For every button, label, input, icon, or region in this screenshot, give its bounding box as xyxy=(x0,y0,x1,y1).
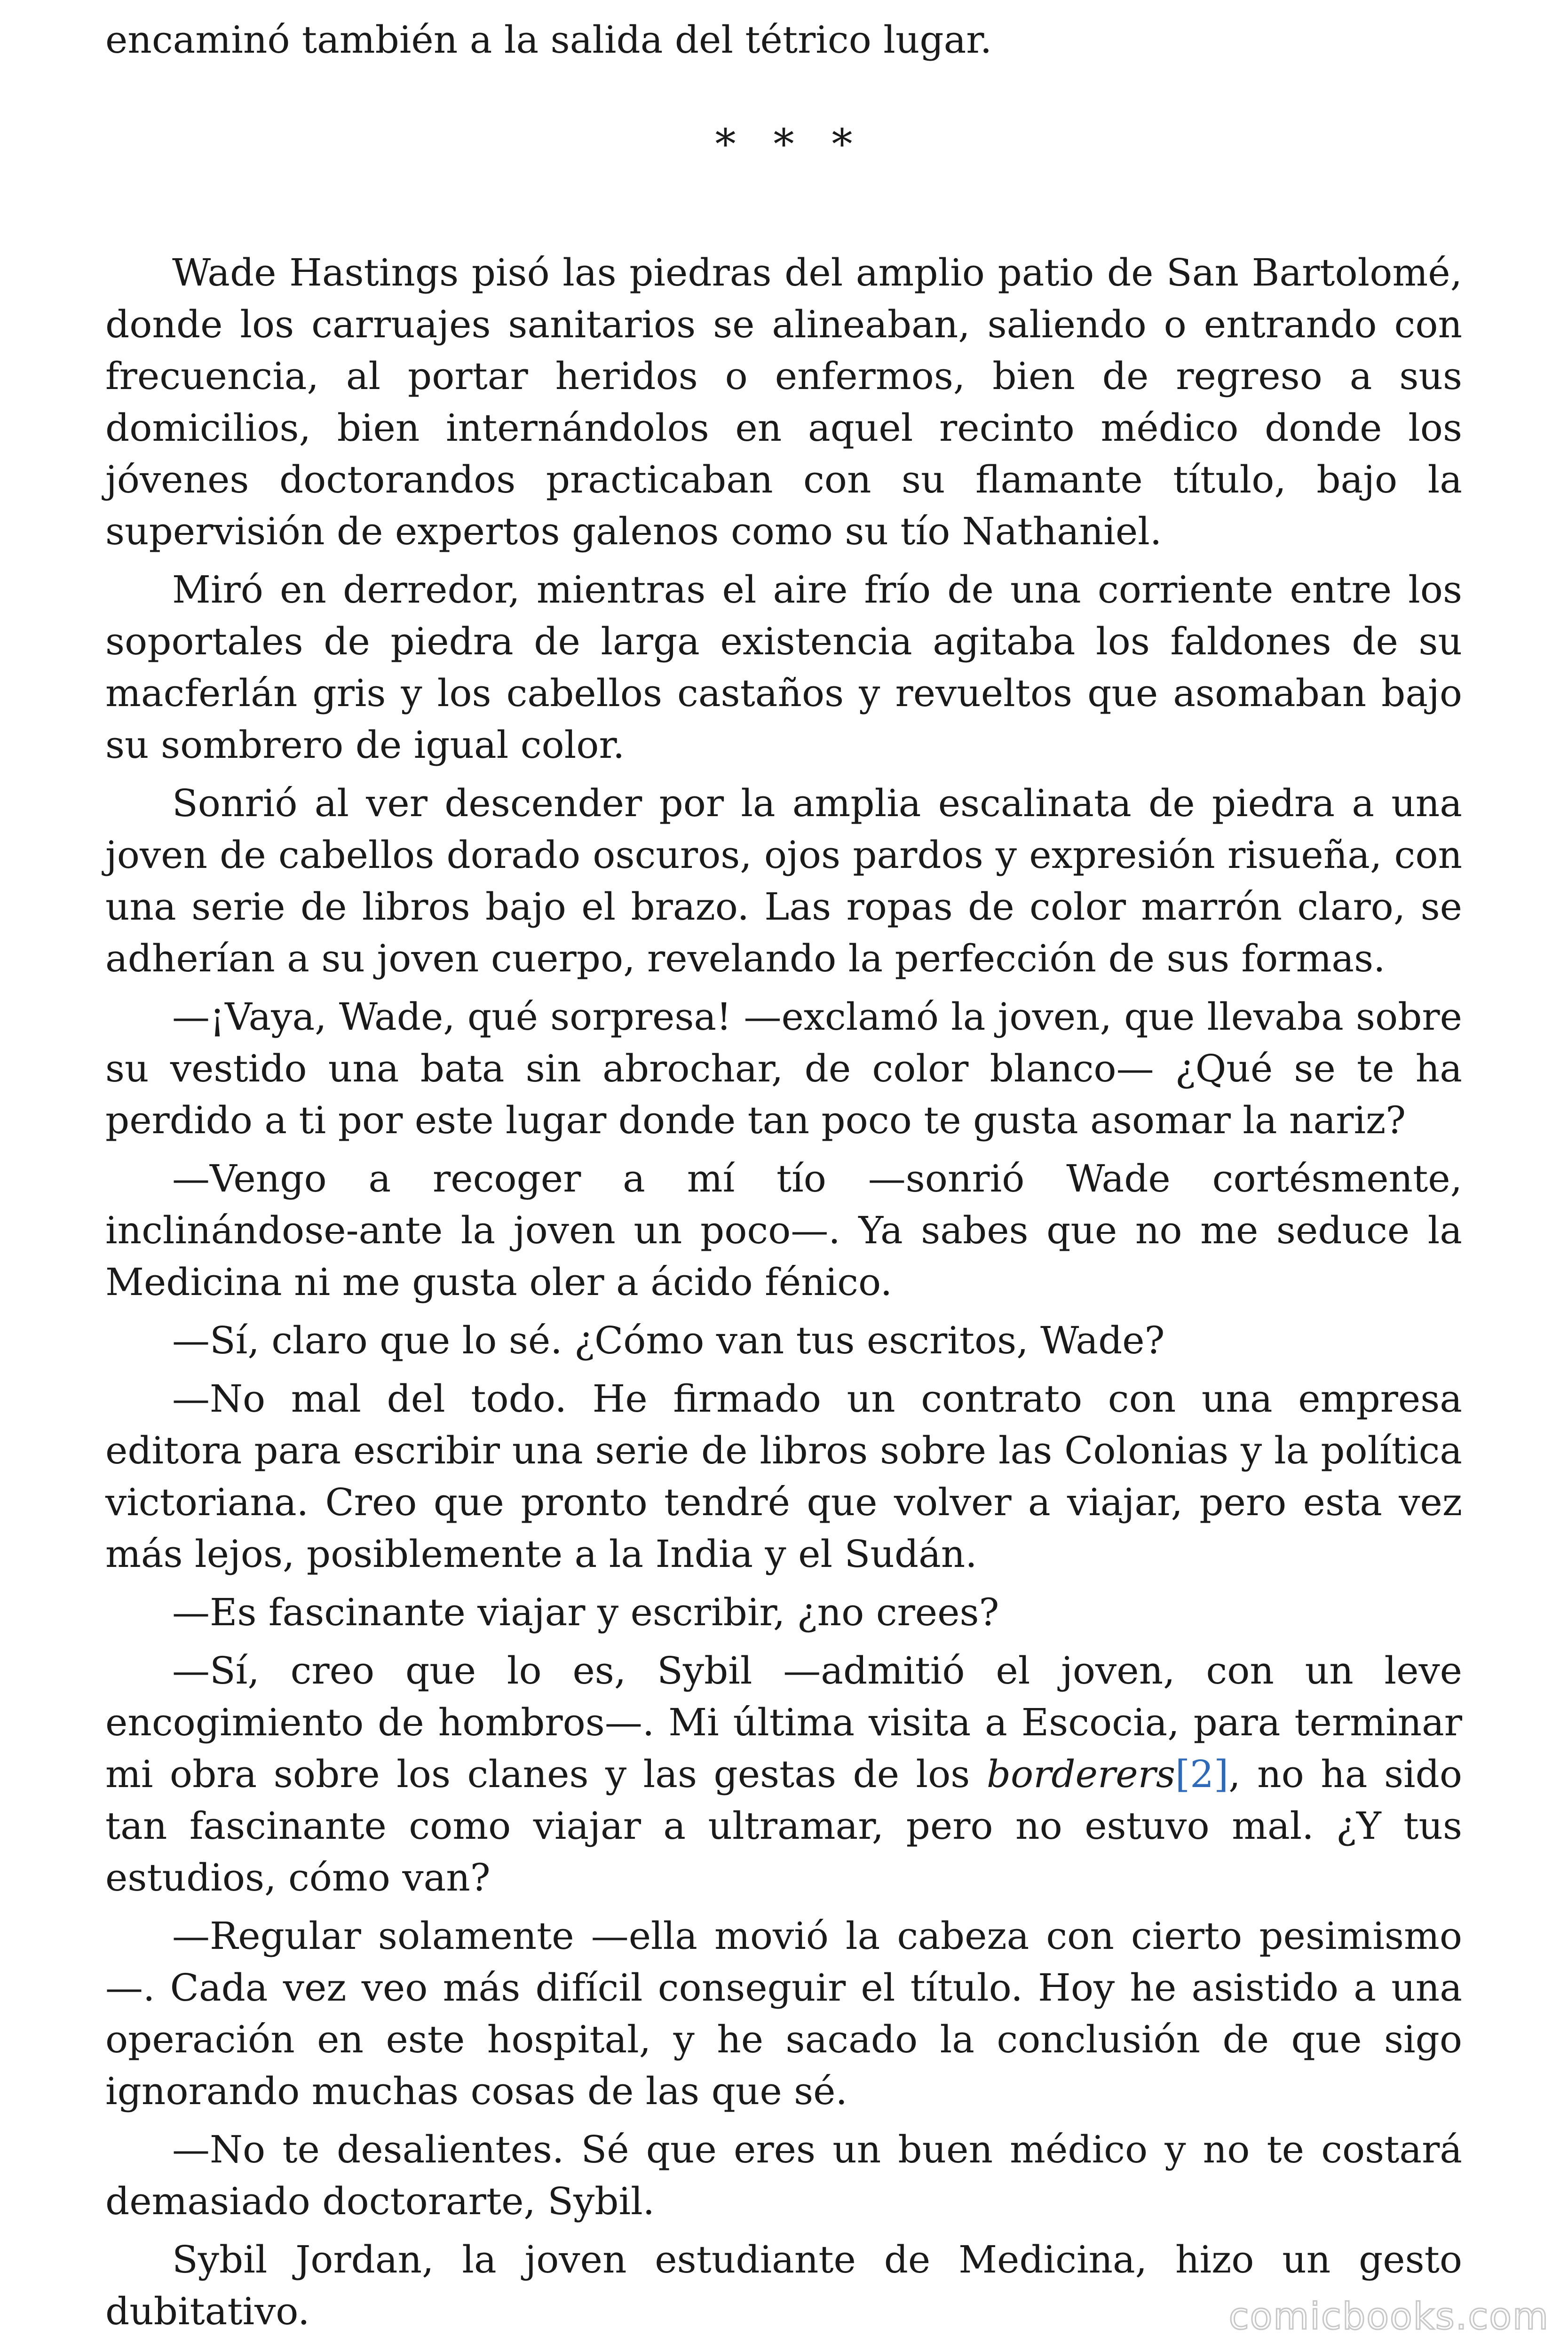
paragraph-9-text-after: , no ha sido tan fascinante como viajar a ultramar, pero no estuvo mal. ¿Y tus estudios, cómo van? xyxy=(105,1752,1463,1899)
italic-term: borderers xyxy=(986,1752,1175,1796)
paragraph-9-text-before: —Sí, creo que lo es, Sybil —admitió el joven, con un leve encogimiento de hombros—. Mi última visita a Escocia, para terminar mi obra sobre los clanes y las gestas de los xyxy=(105,1649,1462,1796)
paragraph-11: —No te desalientes. Sé que eres un buen médico y no te costará demasiado doctorarte, Sybil. xyxy=(105,2128,1462,2223)
paragraph-9 xyxy=(105,1645,1462,1904)
paragraph-2: Miró en derredor, mientras el aire frío de una corriente entre los soportales de piedra de larga existencia agitaba los faldones de su macferlán gris y los cabellos castaños y revueltos que asomaban bajo su sombrero de igual color. xyxy=(105,568,1462,767)
footnote-link[interactable]: [2] xyxy=(1175,1752,1229,1796)
paragraph-4: —¡Vaya, Wade, qué sorpresa! —exclamó la joven, que llevaba sobre su vestido una bata sin abrochar, de color blanco— ¿Qué se te ha perdido a ti por este lugar donde tan poco te gusta asomar la nariz? xyxy=(105,995,1462,1142)
paragraph-6: —Sí, claro que lo sé. ¿Cómo van tus escritos, Wade? xyxy=(172,1319,1165,1362)
paragraph-3: Sonrió al ver descender por la amplia escalinata de piedra a una joven de cabellos dorado oscuros, ojos pardos y expresión risueña, con una serie de libros bajo el brazo. Las ropas de color marrón claro, se adherían a su joven cuerpo, revelando la perfección de sus formas. xyxy=(105,781,1462,980)
paragraph-5: —Vengo a recoger a mí tío —sonrió Wade cortésmente, inclinándose-ante la joven un poco—. Ya sabes que no me seduce la Medicina ni me gusta oler a ácido fénico. xyxy=(105,1157,1462,1304)
paragraph-8: —Es fascinante viajar y escribir, ¿no crees? xyxy=(172,1590,999,1634)
chapter-body xyxy=(105,247,1462,2344)
continuation-line: encaminó también a la salida del tétrico lugar. xyxy=(105,18,992,62)
paragraph-7: —No mal del todo. He firmado un contrato con una empresa editora para escribir una serie de libros sobre las Colonias y la política victoriana. Creo que pronto tendré que volver a viajar, pero esta vez más lejos, posiblemente a la India y el Sudán. xyxy=(105,1377,1462,1576)
section-separator: * * * xyxy=(715,120,865,168)
paragraph-1: Wade Hastings pisó las piedras del amplio patio de San Bartolomé, donde los carruajes sanitarios se alineaban, saliendo o entrando con frecuencia, al portar heridos o enfermos, bien de regreso a sus domicilios, bien internándolos en aquel recinto médico donde los jóvenes doctorandos practicaban con su flamante título, bajo la supervisión de expertos galenos como su tío Nathaniel. xyxy=(105,251,1462,553)
paragraph-10: —Regular solamente —ella movió la cabeza con cierto pesimismo —. Cada vez veo más difícil conseguir el título. Hoy he asistido a una operación en este hospital, y he sacado la conclusión de que sigo ignorando muchas cosas de las que sé. xyxy=(105,1914,1462,2113)
paragraph-12: Sybil Jordan, la joven estudiante de Medicina, hizo un gesto dubitativo. xyxy=(105,2238,1462,2333)
watermark: comicbooks.com xyxy=(1228,2296,1549,2338)
book-page xyxy=(105,0,1462,2352)
